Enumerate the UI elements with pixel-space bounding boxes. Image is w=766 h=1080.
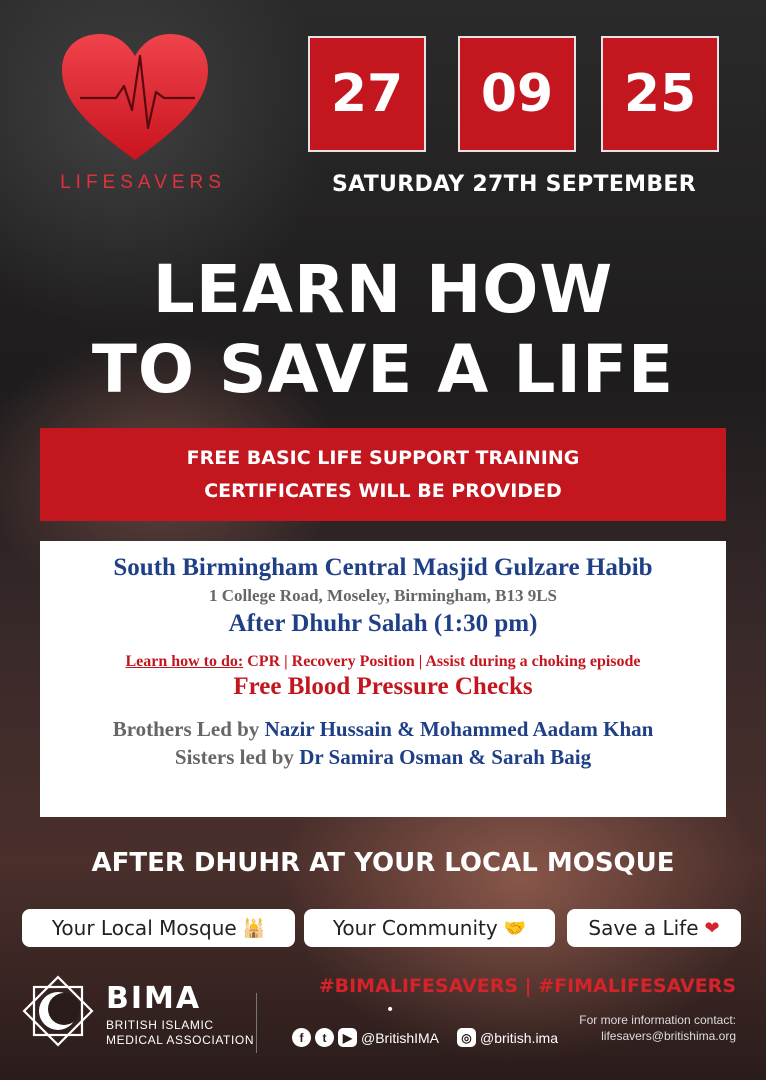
headline — [20, 250, 746, 410]
pill-local-mosque — [22, 909, 295, 947]
learn-items: CPR | Recovery Position | Assist during a choking episode — [243, 653, 641, 670]
social-handle-2[interactable]: @british.ima — [480, 1029, 559, 1046]
leaders — [40, 715, 726, 771]
event-time: After Dhuhr Salah (1:30 pm) — [228, 610, 538, 637]
heart-ecg-icon — [60, 32, 210, 162]
instagram-icon[interactable]: ◎ — [457, 1028, 476, 1047]
twitter-icon[interactable]: t — [315, 1028, 334, 1047]
date-day-box: 27 — [308, 36, 426, 152]
facebook-icon[interactable]: f — [292, 1028, 311, 1047]
pill-community — [304, 909, 555, 947]
pill-label: Your Community — [332, 916, 498, 940]
learn-label: Learn how to do: — [125, 653, 244, 670]
contact-email[interactable]: lifesavers@britishima.org — [601, 1029, 736, 1043]
brothers-names: Nazir Hussain & Mohammed Aadam Khan — [264, 717, 654, 741]
social-handle-1[interactable]: @BritishIMA — [361, 1029, 439, 1046]
banner-line-1: FREE BASIC LIFE SUPPORT TRAINING — [186, 446, 580, 469]
mosque-icon: 🕌 — [242, 917, 266, 939]
pill-label: Save a Life — [588, 916, 699, 940]
sisters-names: Dr Samira Osman & Sarah Baig — [299, 745, 592, 769]
bima-name: BIMA — [106, 981, 202, 1016]
contact-info — [520, 1012, 736, 1044]
separator-dot: • — [386, 1002, 395, 1018]
date-full-text: SATURDAY 27TH SEPTEMBER — [331, 172, 696, 197]
date-month-box: 09 — [458, 36, 576, 152]
venue-name: South Birmingham Central Masjid Gulzare Habib — [113, 554, 653, 581]
lifesavers-logo — [30, 32, 250, 202]
bima-fullname — [106, 1018, 254, 1048]
contact-label: For more information contact: — [579, 1013, 736, 1027]
youtube-icon[interactable]: ▶ — [338, 1028, 357, 1047]
headline-line-2: TO SAVE A LIFE — [91, 331, 675, 408]
handshake-icon: 🤝 — [503, 917, 527, 939]
bima-fullname-line-2: MEDICAL ASSOCIATION — [106, 1033, 255, 1047]
hashtags: #BIMALIFESAVERS | #FIMALIFESAVERS — [318, 975, 736, 997]
local-mosque-line: AFTER DHUHR AT YOUR LOCAL MOSQUE — [91, 848, 675, 878]
date-year-box: 25 — [601, 36, 719, 152]
pill-label: Your Local Mosque — [51, 916, 237, 940]
headline-line-1: LEARN HOW — [152, 251, 614, 328]
bima-fullname-line-1: BRITISH ISLAMIC — [106, 1018, 214, 1032]
blood-pressure-line: Free Blood Pressure Checks — [233, 673, 533, 700]
brothers-line — [40, 715, 726, 743]
pill-save-a-life — [567, 909, 741, 947]
learn-line — [40, 653, 726, 671]
social-links — [292, 1028, 558, 1047]
sisters-label: Sisters led by — [174, 745, 300, 769]
training-banner — [40, 428, 726, 521]
brothers-label: Brothers Led by — [112, 717, 265, 741]
banner-line-2: CERTIFICATES WILL BE PROVIDED — [204, 479, 562, 502]
sisters-line — [40, 743, 726, 771]
venue-address: 1 College Road, Moseley, Birmingham, B13 9LS — [208, 586, 558, 605]
event-info-box — [40, 541, 726, 817]
bima-logo-icon — [20, 973, 96, 1049]
footer-divider — [256, 993, 257, 1053]
heart-icon: ❤ — [704, 917, 720, 939]
logo-text: LIFESAVERS — [60, 172, 226, 193]
